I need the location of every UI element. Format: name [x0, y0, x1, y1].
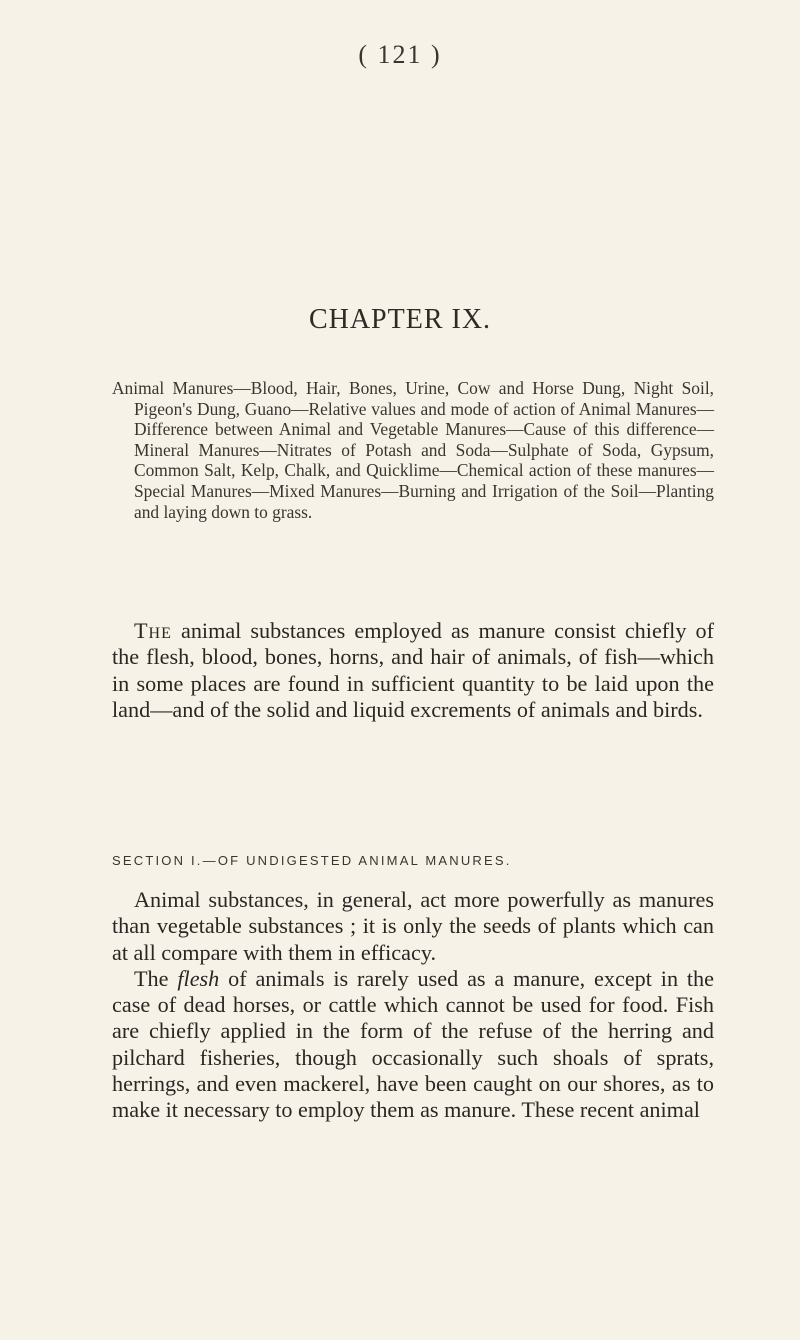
paragraph-flesh-lead: The	[134, 965, 178, 991]
intro-lead-word: The	[134, 618, 172, 643]
chapter-title: CHAPTER IX.	[308, 304, 492, 335]
paragraph-flesh	[112, 966, 714, 1124]
intro-paragraph	[112, 618, 714, 723]
paragraph-flesh-text: of animals is rarely used as a manure, except in the case of dead horses, or cattle which cannot be used for food. Fish are chiefly applied in the form of the refuse of the herring and pilchard fisheries, though occasionally such shoals of sprats, herrings, and even mackerel, have been caught on our shores, as to make it necessary to employ them as manure. These recent animal	[112, 965, 714, 1123]
paragraph-general: Animal substances, in general, act more powerfully as manures than vegetable substances ; it is only the seeds of plants which can at all compare with them in efficacy.	[112, 887, 714, 965]
section-heading: SECTION I.—OF UNDIGESTED ANIMAL MANURES.	[112, 853, 512, 868]
chapter-summary: Animal Manures—Blood, Hair, Bones, Urine, Cow and Horse Dung, Night Soil, Pigeon's Dung, Guano—Relative values and mode of action of Animal Manures—Difference between Animal and Vegetable Manures—Cause of this difference—Mineral Manures—Nitrates of Potash and Soda—Sulphate of Soda, Gypsum, Common Salt, Kelp, Chalk, and Quicklime—Chemical action of these manures—Special Manures—Mixed Manures—Burning and Irrigation of the Soil—Planting and laying down to grass.	[112, 378, 714, 522]
section-body	[112, 887, 714, 1124]
flesh-term: flesh	[177, 965, 220, 991]
page-number: ( 121 )	[358, 40, 442, 69]
intro-text: animal substances employed as manure consist chiefly of the flesh, blood, bones, horns, and hair of animals, of fish—which in some places are found in sufficient quantity to be laid upon the land—and of the solid and liquid excrements of animals and birds.	[112, 618, 714, 722]
